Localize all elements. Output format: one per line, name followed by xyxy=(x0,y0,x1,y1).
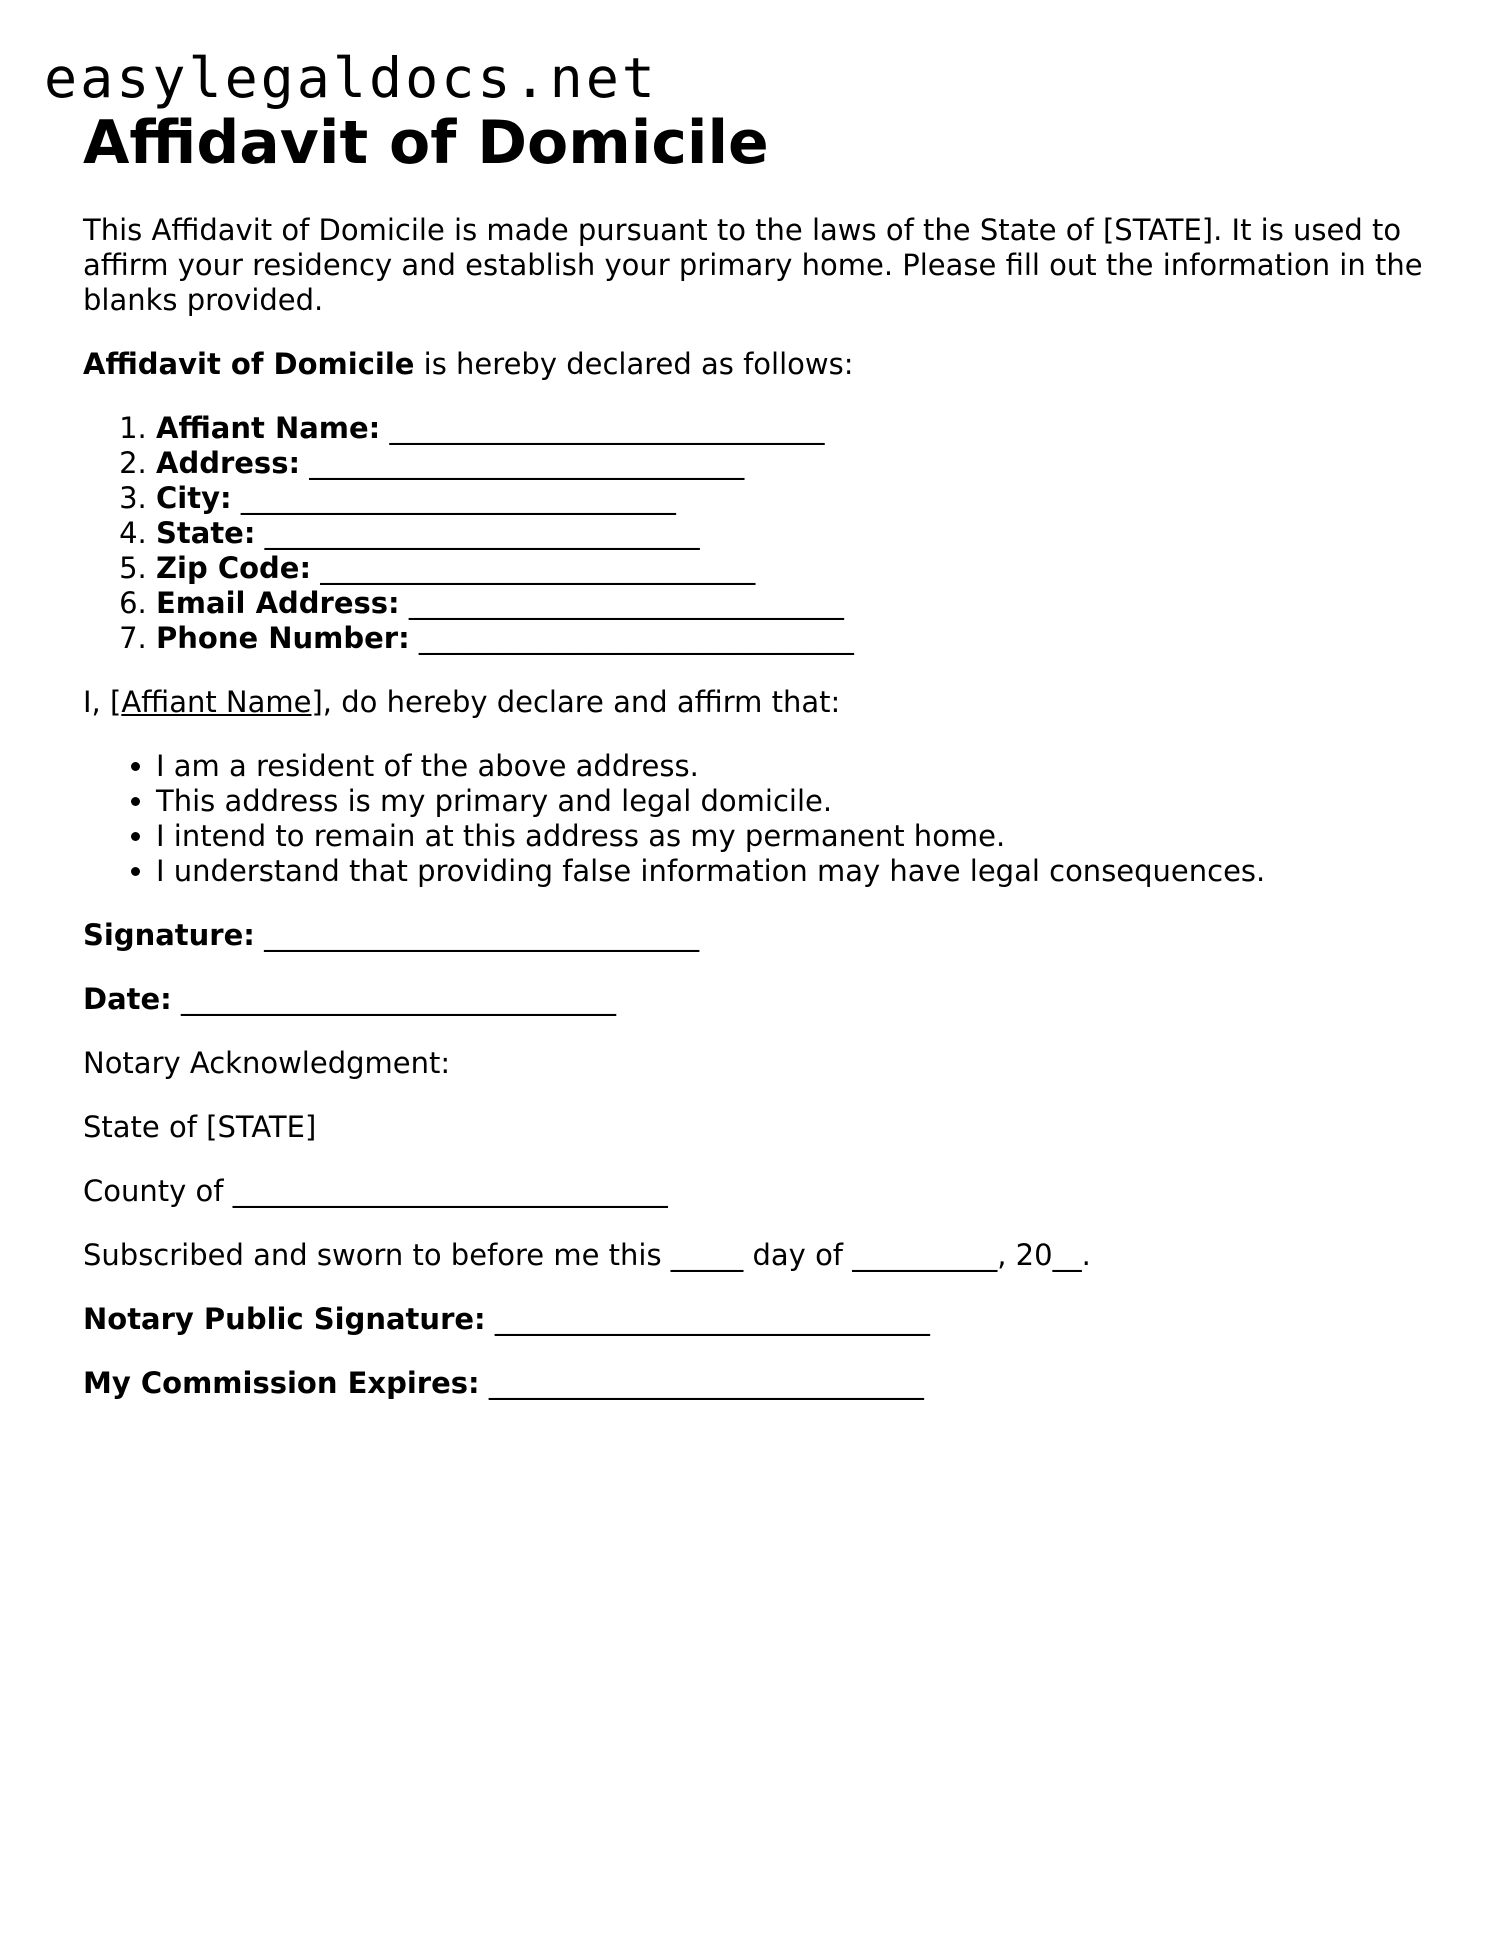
sworn-line: Subscribed and sworn to before me this _____ day of __________, 20__. xyxy=(83,1238,1091,1272)
county-blank[interactable]: ______________________________ xyxy=(232,1174,668,1208)
notary-signature-label: Notary Public Signature: xyxy=(83,1302,486,1336)
field-label: Phone Number: xyxy=(156,621,410,655)
field-address xyxy=(156,446,1433,481)
field-label: City: xyxy=(156,481,232,515)
county-label: County of xyxy=(83,1174,224,1208)
statement-list xyxy=(83,749,1433,889)
affirm-prefix: I, [ xyxy=(83,685,122,719)
affiant-name-placeholder: Affiant Name xyxy=(121,685,312,719)
statement-item: • I am a resident of the above address. xyxy=(156,749,1433,784)
notary-county-line xyxy=(83,1174,1433,1209)
signature-label: Signature: xyxy=(83,918,255,952)
field-email-address xyxy=(156,586,1433,621)
declaration-line xyxy=(83,347,1433,382)
commission-blank[interactable]: ______________________________ xyxy=(488,1366,924,1400)
statement-item: • This address is my primary and legal domicile. xyxy=(156,784,1433,819)
document-body xyxy=(83,108,1433,1430)
commission-label: My Commission Expires: xyxy=(83,1366,480,1400)
field-label: Address: xyxy=(156,446,301,480)
field-zip-code xyxy=(156,551,1433,586)
document-title: Affidavit of Domicile xyxy=(83,108,769,178)
field-blank[interactable]: ______________________________ xyxy=(418,621,854,655)
date-label: Date: xyxy=(83,982,172,1016)
field-blank[interactable]: ______________________________ xyxy=(309,446,745,480)
affirmation-line xyxy=(83,685,1433,720)
field-label: Affiant Name: xyxy=(156,411,381,445)
field-label: Email Address: xyxy=(156,586,400,620)
signature-line xyxy=(83,918,1433,953)
statement-item: • I understand that providing false information may have legal consequences. xyxy=(156,854,1433,889)
field-label: Zip Code: xyxy=(156,551,312,585)
date-blank[interactable]: ______________________________ xyxy=(181,982,616,1016)
notary-signature-line xyxy=(83,1302,1433,1337)
site-watermark: easylegaldocs.net xyxy=(44,46,658,110)
field-blank[interactable]: ______________________________ xyxy=(408,586,844,620)
notary-signature-blank[interactable]: ______________________________ xyxy=(494,1302,930,1336)
field-list xyxy=(83,411,1433,656)
notary-heading: Notary Acknowledgment: xyxy=(83,1046,451,1080)
field-blank[interactable]: ______________________________ xyxy=(320,551,756,585)
field-label: State: xyxy=(156,516,256,550)
intro-paragraph: This Affidavit of Domicile is made pursuant to the laws of the State of [STATE]. It is used to affirm your residency and establish your primary home. Please fill out the information in the blanks provided. xyxy=(83,213,1423,317)
date-line xyxy=(83,982,1433,1017)
notary-state-line: State of [STATE] xyxy=(83,1110,317,1144)
field-affiant-name xyxy=(156,411,1433,446)
declaration-bold: Affidavit of Domicile xyxy=(83,347,415,381)
declaration-rest: is hereby declared as follows: xyxy=(414,347,854,381)
field-city xyxy=(156,481,1433,516)
field-phone-number xyxy=(156,621,1433,656)
commission-line xyxy=(83,1366,1433,1401)
signature-blank[interactable]: ______________________________ xyxy=(264,918,700,952)
field-state xyxy=(156,516,1433,551)
affirm-suffix: ], do hereby declare and affirm that: xyxy=(311,685,841,719)
statement-item: • I intend to remain at this address as my permanent home. xyxy=(156,819,1433,854)
field-blank[interactable]: ______________________________ xyxy=(264,516,700,550)
field-blank[interactable]: ______________________________ xyxy=(389,411,825,445)
field-blank[interactable]: ______________________________ xyxy=(240,481,676,515)
